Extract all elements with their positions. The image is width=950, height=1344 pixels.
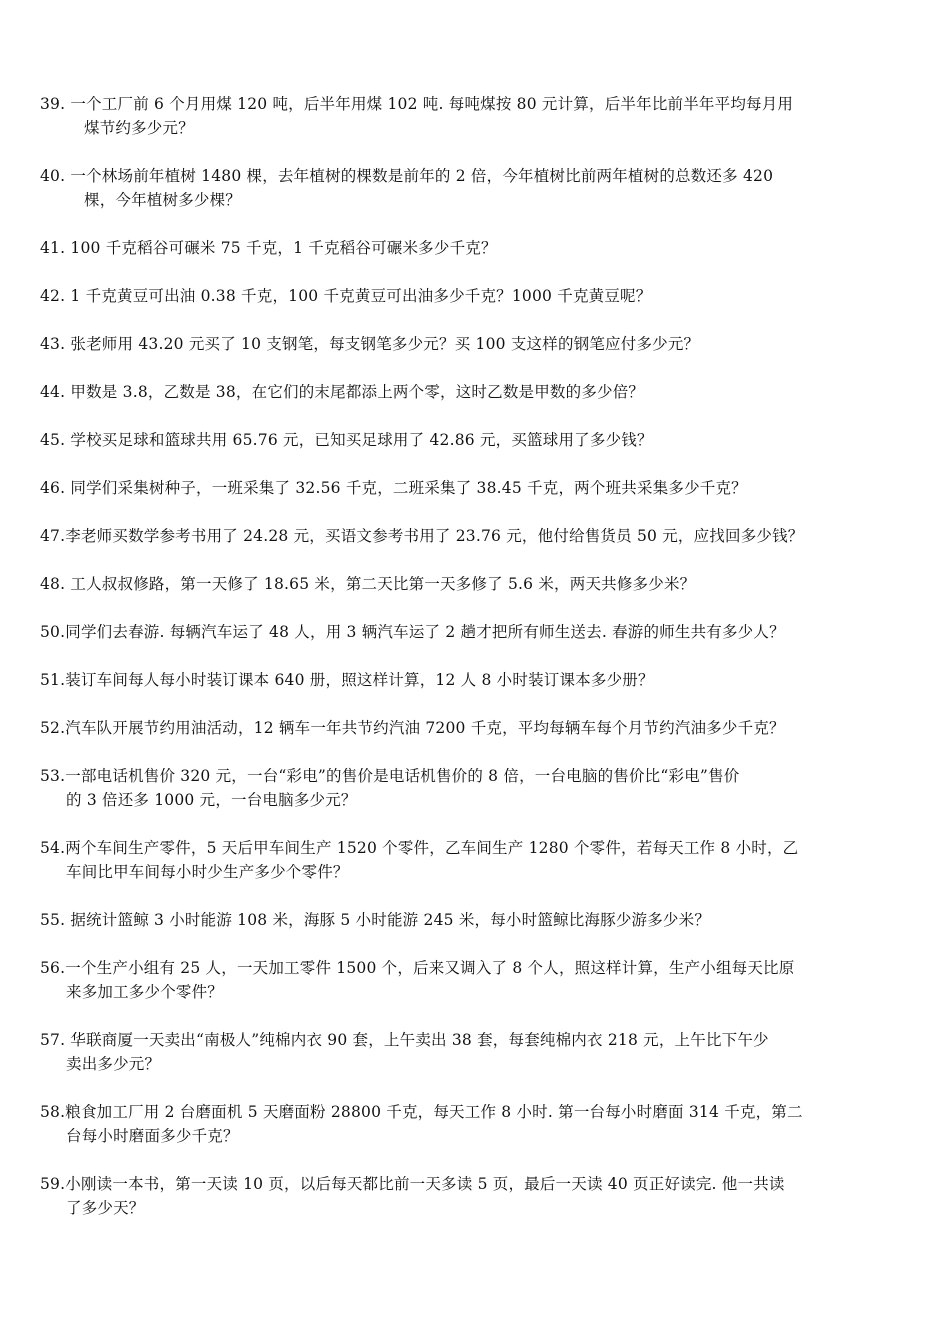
problem-number: 57. [40, 1031, 66, 1049]
problem-number: 43. [40, 335, 66, 353]
problem-text: 两个车间生产零件，5 天后甲车间生产 1520 个零件，乙车间生产 1280 个零件，若每天工作 8 小时，乙 [65, 839, 799, 857]
problem-item-56 [40, 956, 912, 1004]
problem-item-58 [40, 1100, 912, 1148]
problem-item-53 [40, 764, 912, 812]
problem-text: 甲数是 3.8，乙数是 38，在它们的末尾都添上两个零，这时乙数是甲数的多少倍？ [70, 383, 645, 401]
problem-item-45 [40, 428, 912, 452]
problem-number: 40. [40, 167, 66, 185]
problem-item-48 [40, 572, 912, 596]
problem-item-44 [40, 380, 912, 404]
problem-list [40, 92, 912, 1244]
problem-text: 工人叔叔修路，第一天修了 18.65 米，第二天比第一天多修了 5.6 米，两天共修多少米？ [70, 575, 696, 593]
problem-number: 47. [40, 527, 66, 545]
problem-text-continued: 来多加工多少个零件？ [66, 983, 224, 1001]
problem-number: 45. [40, 431, 66, 449]
problem-number: 52. [40, 719, 66, 737]
problem-item-59 [40, 1172, 912, 1220]
problem-text: 据统计篮鲸 3 小时能游 108 米，海豚 5 小时能游 245 米，每小时篮鲸比海豚少游多少米？ [70, 911, 711, 929]
problem-item-57 [40, 1028, 912, 1076]
problem-item-51 [40, 668, 912, 692]
problem-text: 李老师买数学参考书用了 24.28 元，买语文参考书用了 23.76 元，他付给售货员 50 元，应找回多少钱？ [65, 527, 804, 545]
problem-number: 54. [40, 839, 66, 857]
problem-number: 46. [40, 479, 66, 497]
problem-text-continued: 煤节约多少元？ [84, 119, 194, 137]
problem-text-continued: 卖出多少元？ [66, 1055, 161, 1073]
problem-number: 59. [40, 1175, 66, 1193]
problem-number: 55. [40, 911, 66, 929]
problem-text: 装订车间每人每小时装订课本 640 册，照这样计算，12 人 8 小时装订课本多少册？ [65, 671, 654, 689]
problem-text: 粮食加工厂用 2 台磨面机 5 天磨面粉 28800 千克，每天工作 8 小时. 第一台每小时磨面 314 千克，第二 [65, 1103, 803, 1121]
problem-number: 50. [40, 623, 66, 641]
problem-text: 张老师用 43.20 元买了 10 支钢笔，每支钢笔多少元？买 100 支这样的钢笔应付多少元？ [70, 335, 700, 353]
problem-item-40 [40, 164, 912, 212]
problem-number: 39. [40, 95, 66, 113]
problem-item-46 [40, 476, 912, 500]
problem-text: 100 千克稻谷可碾米 75 千克，1 千克稻谷可碾米多少千克？ [70, 239, 497, 257]
problem-text: 一个生产小组有 25 人，一天加工零件 1500 个，后来又调入了 8 个人，照这样计算，生产小组每天比原 [65, 959, 795, 977]
problem-item-54 [40, 836, 912, 884]
problem-text: 学校买足球和篮球共用 65.76 元，已知买足球用了 42.86 元，买篮球用了多少钱？ [70, 431, 653, 449]
problem-text: 汽车队开展节约用油活动，12 辆车一年共节约汽油 7200 千克，平均每辆车每个月节约汽油多少千克？ [65, 719, 785, 737]
problem-number: 41. [40, 239, 66, 257]
problem-item-52 [40, 716, 912, 740]
problem-text: 小刚读一本书，第一天读 10 页，以后每天都比前一天多读 5 页，最后一天读 40 页正好读完. 他一共读 [65, 1175, 785, 1193]
problem-number: 42. [40, 287, 66, 305]
problem-text-continued: 台每小时磨面多少千克？ [66, 1127, 239, 1145]
problem-number: 53. [40, 767, 66, 785]
problem-text-continued: 车间比甲车间每小时少生产多少个零件？ [66, 863, 349, 881]
problem-number: 56. [40, 959, 66, 977]
problem-item-43 [40, 332, 912, 356]
problem-text: 一个林场前年植树 1480 棵，去年植树的棵数是前年的 2 倍，今年植树比前两年植树的总数还多 420 [70, 167, 774, 185]
problem-text: 一个工厂前 6 个月用煤 120 吨，后半年用煤 102 吨. 每吨煤按 80 元计算，后半年比前半年平均每月用 [70, 95, 794, 113]
problem-number: 51. [40, 671, 66, 689]
problem-text: 同学们去春游. 每辆汽车运了 48 人，用 3 辆汽车运了 2 趟才把所有师生送去. 春游的师生共有多少人？ [65, 623, 785, 641]
problem-item-50 [40, 620, 912, 644]
problem-item-55 [40, 908, 912, 932]
problem-item-39 [40, 92, 912, 140]
problem-text-continued: 的 3 倍还多 1000 元，一台电脑多少元？ [66, 791, 357, 809]
problem-item-47 [40, 524, 912, 548]
problem-text-continued: 了多少天？ [66, 1199, 145, 1217]
problem-text: 华联商厦一天卖出“南极人”纯棉内衣 90 套，上午卖出 38 套，每套纯棉内衣 218 元，上午比下午少 [70, 1031, 769, 1049]
problem-text-continued: 棵，今年植树多少棵？ [84, 191, 242, 209]
problem-number: 48. [40, 575, 66, 593]
problem-text: 一部电话机售价 320 元，一台“彩电”的售价是电话机售价的 8 倍，一台电脑的售价比“彩电”售价 [65, 767, 740, 785]
problem-number: 58. [40, 1103, 66, 1121]
problem-item-41 [40, 236, 912, 260]
problem-text: 1 千克黄豆可出油 0.38 千克，100 千克黄豆可出油多少千克？1000 千克黄豆呢？ [70, 287, 652, 305]
problem-number: 44. [40, 383, 66, 401]
problem-item-42 [40, 284, 912, 308]
problem-text: 同学们采集树种子，一班采集了 32.56 千克，二班采集了 38.45 千克，两个班共采集多少千克？ [70, 479, 747, 497]
